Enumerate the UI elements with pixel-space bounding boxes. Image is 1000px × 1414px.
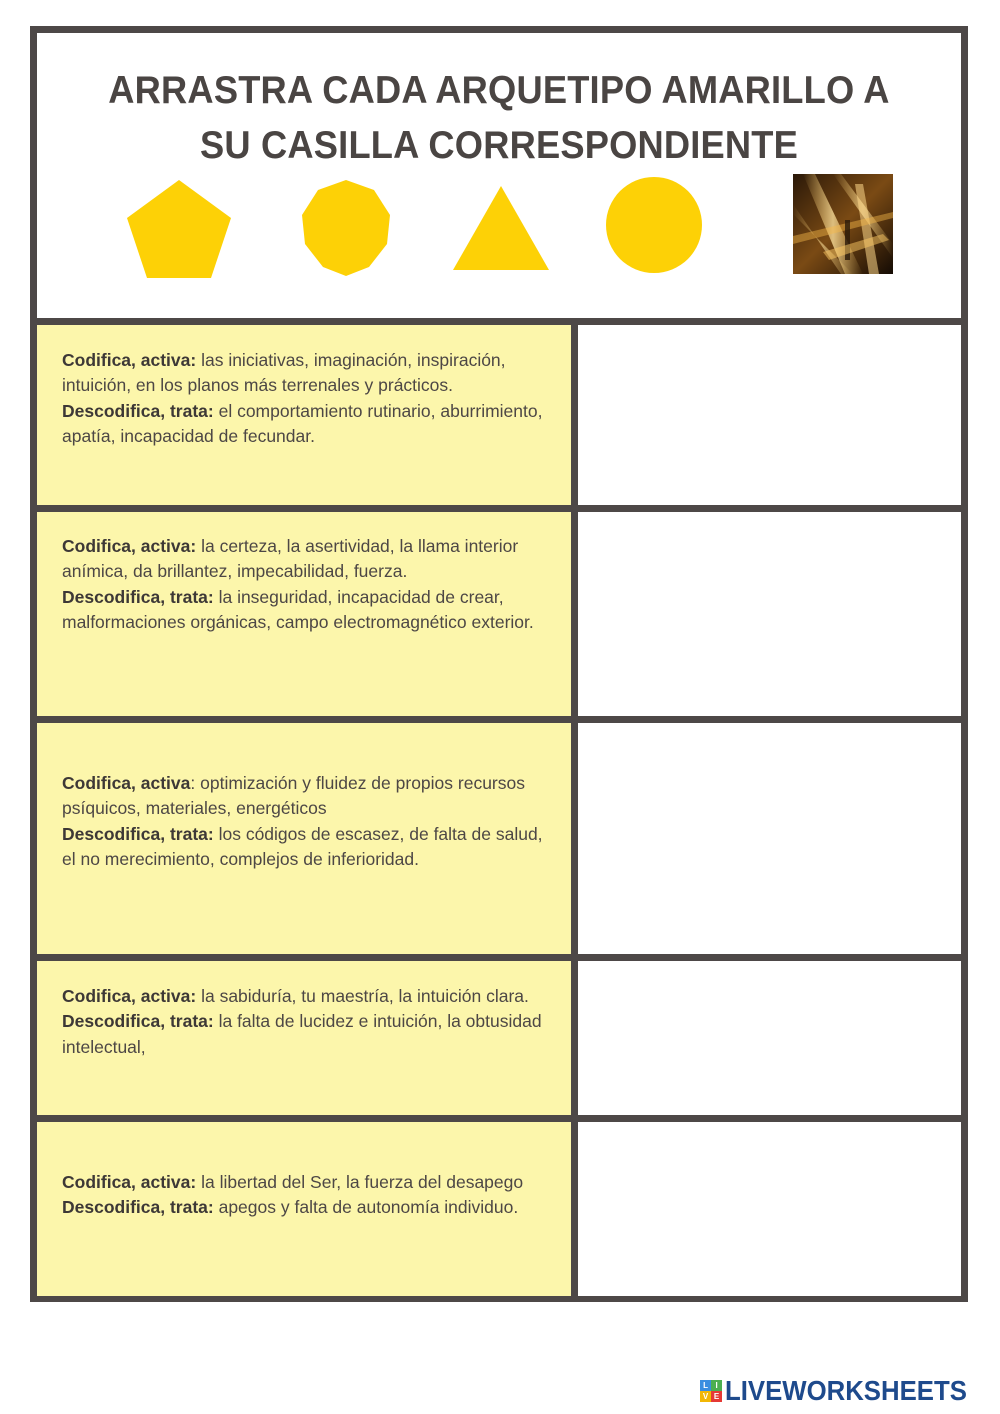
row-divider	[37, 954, 961, 961]
description-cell	[37, 325, 571, 505]
worksheet	[30, 26, 968, 1302]
description-text	[62, 771, 552, 872]
row-divider	[37, 505, 961, 512]
logo-letter: I	[711, 1380, 722, 1391]
nonagon-icon[interactable]	[299, 178, 393, 278]
decode-label: Descodifica, trata:	[62, 1011, 214, 1032]
decode-text: la falta de lucidez e intuición, la obtusidad intelectual,	[62, 1011, 542, 1057]
encode-label: Codifica, activa:	[62, 350, 197, 370]
decode-text: el comportamiento rutinario, aburrimiento, apatía, incapacidad de fecundar.	[62, 400, 543, 446]
drop-zone[interactable]	[578, 512, 961, 716]
worksheet-header	[37, 33, 961, 325]
row-divider	[37, 716, 961, 723]
encode-text: las iniciativas, imaginación, inspiración, intuición, en los planos más terrenales y prácticos.	[62, 350, 506, 396]
table-row	[37, 1122, 961, 1296]
logo-letter: E	[711, 1391, 722, 1402]
triangle-icon[interactable]	[451, 184, 551, 272]
description-cell	[37, 512, 571, 716]
row-divider	[37, 1115, 961, 1122]
decode-label: Descodifica, trata:	[62, 400, 214, 421]
description-text	[62, 984, 552, 1060]
page-title: ARRASTRA CADA ARQUETIPO AMARILLO A SU CASILLA CORRESPONDIENTE	[108, 69, 890, 167]
drop-zone[interactable]	[578, 961, 961, 1115]
drop-zone[interactable]	[578, 723, 961, 954]
description-cell	[37, 1122, 571, 1296]
description-cell	[37, 723, 571, 954]
decode-label: Descodifica, trata:	[62, 823, 214, 844]
encode-label: Codifica, activa:	[62, 536, 197, 556]
liveworksheets-logo	[700, 1376, 988, 1406]
column-divider	[571, 325, 578, 505]
encode-text: la sabiduría, tu maestría, la intuición clara.	[196, 986, 529, 1006]
encode-label: Codifica, activa:	[62, 986, 197, 1006]
table-row	[37, 723, 961, 954]
column-divider	[571, 723, 578, 954]
decode-label: Descodifica, trata:	[62, 1197, 214, 1218]
golden-light-rays-image[interactable]	[793, 174, 893, 274]
description-cell	[37, 961, 571, 1115]
table-row	[37, 325, 961, 505]
column-divider	[571, 512, 578, 716]
drop-zone[interactable]	[578, 325, 961, 505]
encode-label: Codifica, activa:	[62, 1172, 197, 1192]
circle-icon[interactable]	[604, 175, 704, 275]
decode-label: Descodifica, trata:	[62, 586, 214, 607]
encode-text: la certeza, la asertividad, la llama interior anímica, da brillantez, impecabilidad, fuerza.	[62, 536, 519, 582]
decode-text: la inseguridad, incapacidad de crear, malformaciones orgánicas, campo electromagnético exterior.	[62, 586, 534, 632]
liveworksheets-mark-icon	[700, 1380, 722, 1402]
drop-zone[interactable]	[578, 1122, 961, 1296]
decode-text: los códigos de escasez, de falta de salud, el no merecimiento, complejos de inferioridad.	[62, 823, 543, 869]
table-row	[37, 961, 961, 1115]
pentagon-icon[interactable]	[124, 177, 234, 281]
description-text	[62, 348, 552, 449]
decode-text: apegos y falta de autonomía individuo.	[213, 1197, 519, 1218]
encode-text: la libertad del Ser, la fuerza del desapego	[196, 1172, 524, 1192]
table-row	[37, 512, 961, 716]
description-text	[62, 1170, 552, 1221]
encode-text: : optimización y fluidez de propios recursos psíquicos, materiales, energéticos	[62, 773, 525, 819]
description-text	[62, 534, 552, 635]
encode-label: Codifica, activa	[62, 773, 191, 793]
column-divider	[571, 1122, 578, 1296]
logo-letter: V	[700, 1391, 711, 1402]
column-divider	[571, 961, 578, 1115]
brand-name: LIVEWORKSHEETS	[725, 1375, 967, 1406]
logo-letter: L	[700, 1380, 711, 1391]
